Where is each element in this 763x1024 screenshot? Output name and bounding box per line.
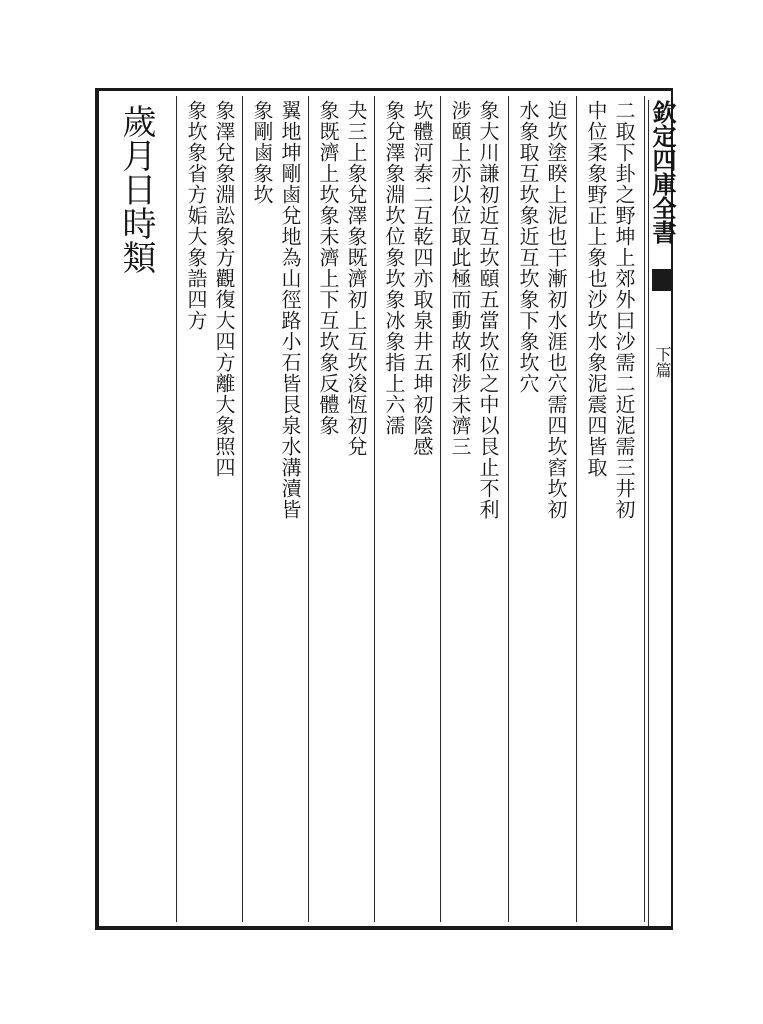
text-column: 翼地坤剛鹵兌地為山徑路小石皆艮泉水溝瀆皆	[278, 100, 302, 520]
section-title: 歲月日時類	[116, 104, 156, 274]
text-column: 迫坎塗睽上泥也干漸初水涯也穴需四坎窞坎初	[544, 100, 568, 520]
text-column: 象坎象省方姤大象誥四方	[184, 100, 208, 331]
text-column: 夬三上象兌澤象既濟初上互坎浚恆初兌	[344, 100, 368, 457]
fishtail-mark-icon	[652, 269, 672, 291]
column-rule	[440, 96, 441, 922]
text-column: 水象取互坎象近互坎象下象坎穴	[516, 100, 540, 394]
column-rule	[508, 96, 509, 922]
text-column: 象既濟上坎象未濟上下互坎象反體象	[316, 100, 340, 436]
text-column: 二取下卦之野坤上郊外曰沙需二近泥需三井初	[612, 100, 636, 520]
column-rule	[576, 96, 577, 922]
volume-label: 下篇	[653, 346, 672, 378]
column-rule	[308, 96, 309, 922]
column-rule	[242, 96, 243, 922]
text-column: 涉頤上亦以位取此極而動故利涉未濟三	[448, 100, 472, 457]
text-column: 坎體河泰二互乾四亦取泉井五坤初陰感	[410, 100, 434, 457]
column-rule	[644, 96, 645, 922]
page-margin	[648, 100, 675, 926]
text-column: 中位柔象野正上象也沙坎水象泥震四皆取	[584, 100, 608, 478]
text-column: 象澤兌象淵訟象方觀復大四方離大象照四	[212, 100, 236, 478]
text-column: 象剛鹵象坎	[250, 100, 274, 205]
book-title: 欽定四庫全書	[648, 100, 677, 244]
column-rule	[374, 96, 375, 922]
column-rule	[176, 96, 177, 922]
text-column: 象兌澤象淵坎位象坎象冰象指上六濡	[382, 100, 406, 436]
text-column: 象大川謙初近互坎頤五當坎位之中以艮止不利	[476, 100, 500, 520]
